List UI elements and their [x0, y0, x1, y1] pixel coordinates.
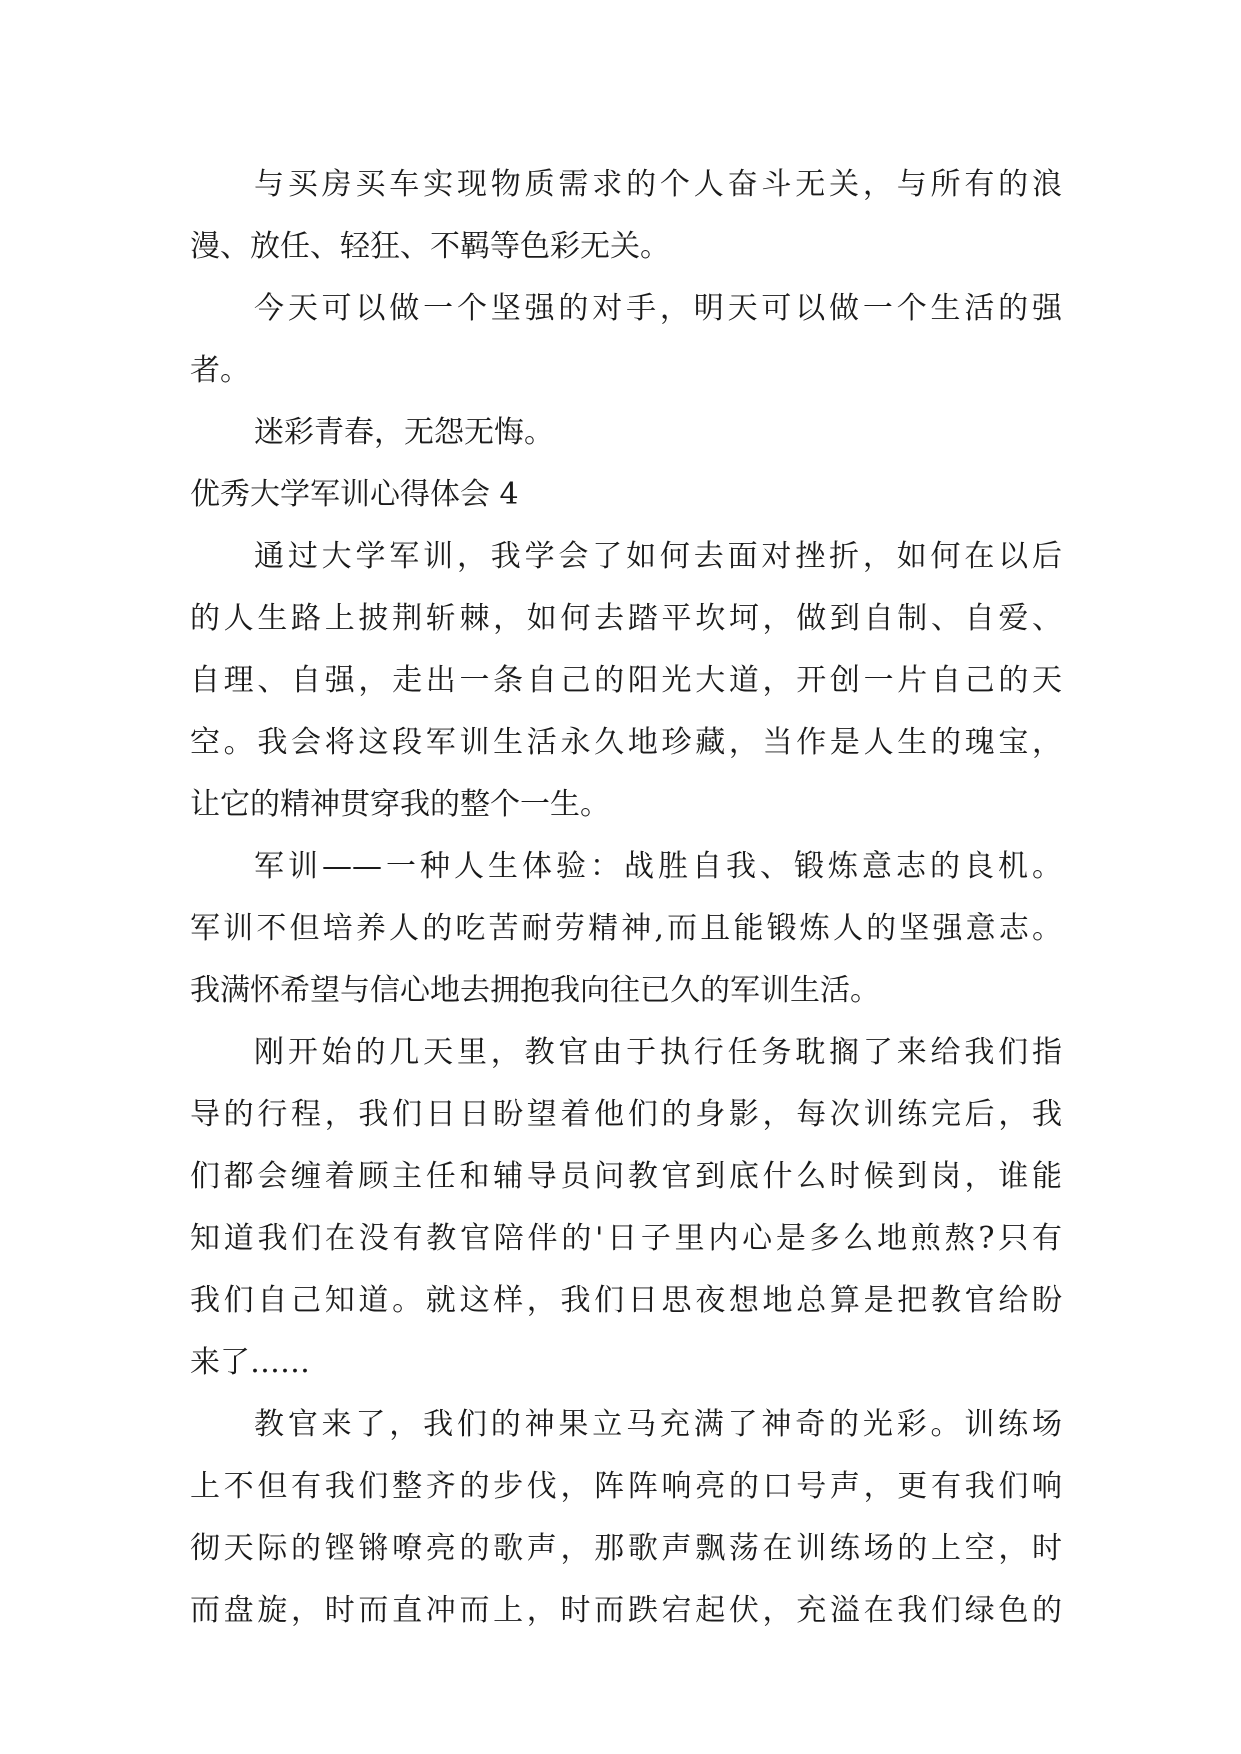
paragraph-line: 我满怀希望与信心地去拥抱我向往已久的军训生活。 [190, 973, 880, 1008]
document-body [190, 154, 1062, 1642]
paragraph-line: 彻天际的铿锵嘹亮的歌声，那歌声飘荡在训练场的上空，时 [190, 1531, 1062, 1566]
paragraph-line: 教官来了，我们的神果立马充满了神奇的光彩。训练场 [254, 1407, 1062, 1442]
paragraph-line: 来了…… [190, 1345, 310, 1380]
paragraph-line: 漫、放任、轻狂、不羁等色彩无关。 [190, 229, 670, 264]
paragraph-line: 军训——一种人生体验：战胜自我、锻炼意志的良机。 [254, 849, 1062, 884]
paragraph-line: 知道我们在没有教官陪伴的'日子里内心是多么地煎熬?只有 [190, 1221, 1062, 1256]
paragraph-line: 上不但有我们整齐的步伐，阵阵响亮的口号声，更有我们响 [190, 1469, 1062, 1504]
paragraph-line: 而盘旋，时而直冲而上，时而跌宕起伏，充溢在我们绿色的 [190, 1593, 1062, 1628]
paragraph-line: 导的行程，我们日日盼望着他们的身影，每次训练完后，我 [190, 1097, 1062, 1132]
paragraph-line: 今天可以做一个坚强的对手，明天可以做一个生活的强 [254, 291, 1062, 326]
paragraph-line: 我们自己知道。就这样，我们日思夜想地总算是把教官给盼 [190, 1283, 1062, 1318]
section-heading: 优秀大学军训心得体会 4 [190, 477, 519, 512]
paragraph-line: 的人生路上披荆斩棘，如何去踏平坎坷，做到自制、自爱、 [190, 601, 1062, 636]
paragraph-line: 迷彩青春，无怨无悔。 [254, 415, 554, 450]
paragraph-line: 们都会缠着顾主任和辅导员问教官到底什么时候到岗，谁能 [190, 1159, 1062, 1194]
paragraph-line: 与买房买车实现物质需求的个人奋斗无关，与所有的浪 [254, 167, 1062, 202]
paragraph-line: 自理、自强，走出一条自己的阳光大道，开创一片自己的天 [190, 663, 1062, 698]
paragraph-line: 空。我会将这段军训生活永久地珍藏，当作是人生的瑰宝， [190, 725, 1062, 760]
paragraph-line: 让它的精神贯穿我的整个一生。 [190, 787, 610, 822]
paragraph-line: 通过大学军训，我学会了如何去面对挫折，如何在以后 [254, 539, 1062, 574]
paragraph-line: 军训不但培养人的吃苦耐劳精神,而且能锻炼人的坚强意志。 [190, 911, 1062, 946]
paragraph-line: 者。 [190, 353, 250, 388]
paragraph-line: 刚开始的几天里，教官由于执行任务耽搁了来给我们指 [254, 1035, 1062, 1070]
